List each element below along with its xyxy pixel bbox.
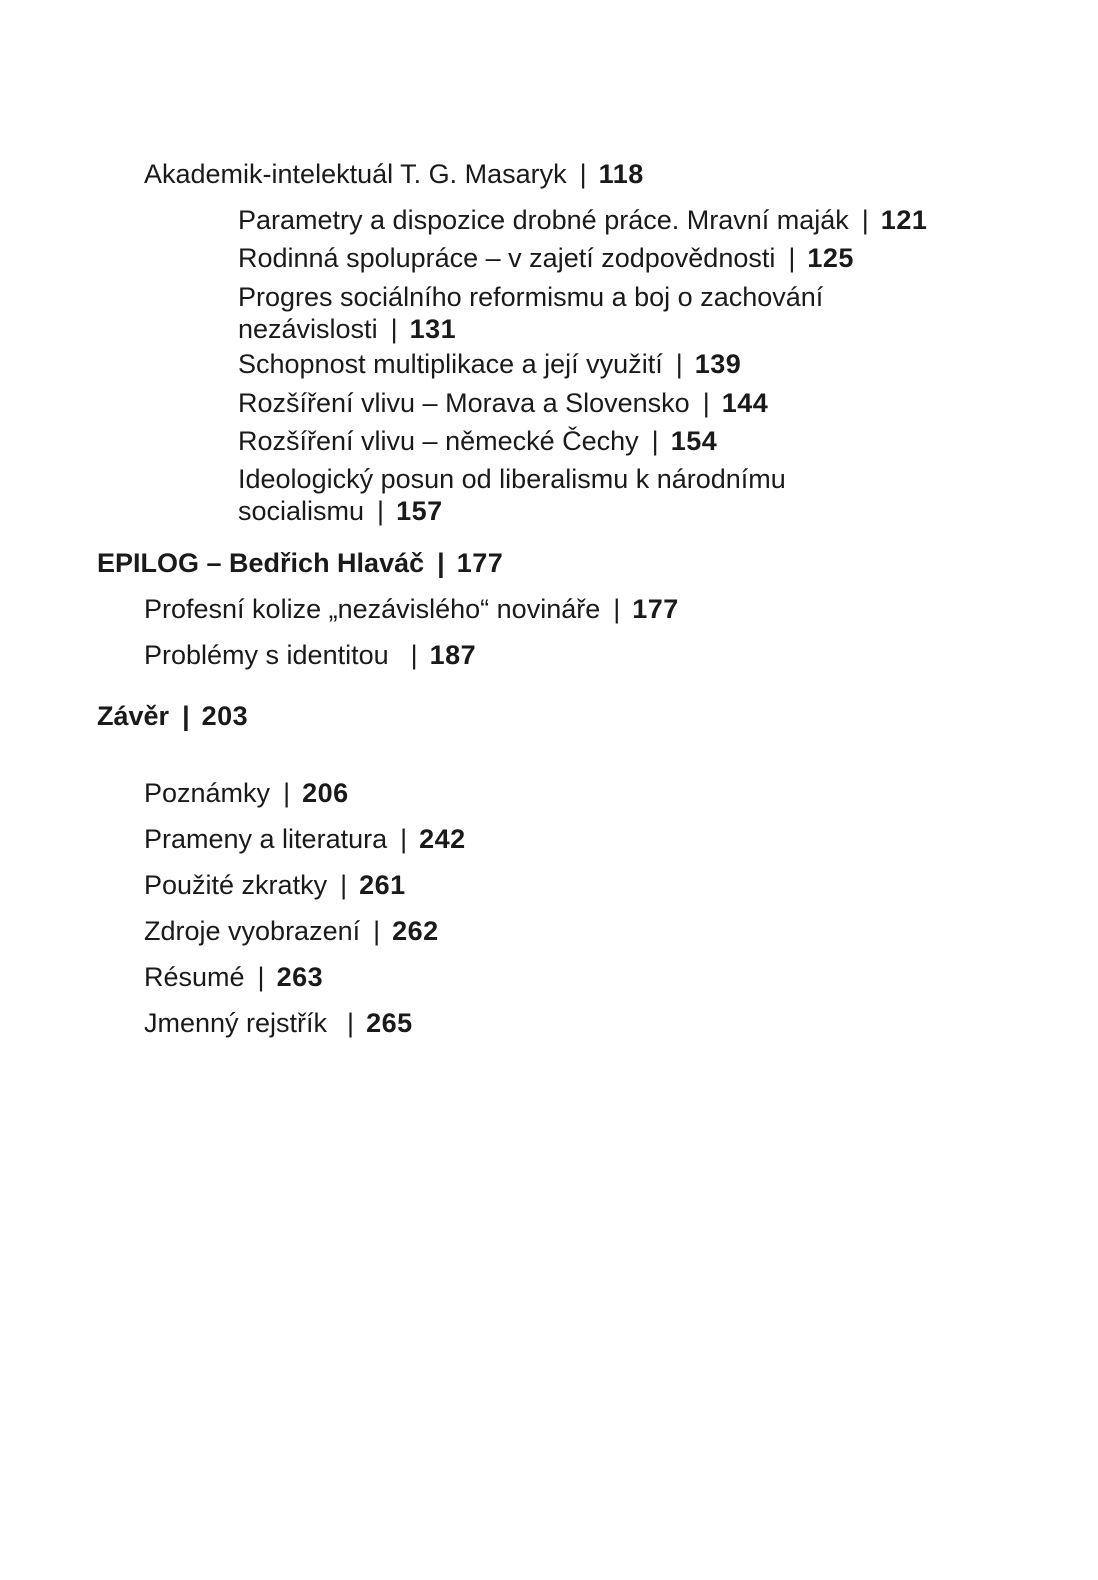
separator: | [390, 314, 398, 344]
separator: | [579, 159, 587, 189]
page-number: 265 [366, 1008, 413, 1038]
toc-entry-kolize[interactable] [144, 593, 679, 625]
separator: | [675, 349, 683, 379]
page-number: 187 [429, 640, 477, 670]
page-number: 206 [302, 778, 349, 808]
page-number: 131 [409, 314, 457, 344]
entry-title: Prameny a literatura [144, 824, 388, 854]
separator: | [373, 916, 381, 946]
entry-title: Parametry a dispozice drobné práce. Mravní maják [238, 205, 849, 235]
separator: | [651, 426, 659, 456]
entry-title: Zdroje vyobrazení [144, 916, 361, 946]
separator: | [437, 548, 445, 578]
page-number: 121 [880, 205, 928, 235]
entry-title: Rodinná spolupráce – v zajetí zodpovědnosti [238, 243, 776, 273]
page-number: 261 [359, 870, 406, 900]
toc-entry-poznamky[interactable] [144, 777, 349, 809]
separator: | [377, 496, 385, 526]
separator: | [400, 824, 408, 854]
toc-entry-zaver[interactable] [97, 700, 248, 732]
toc-entry-posun[interactable] [238, 463, 786, 527]
entry-title: Profesní kolize „nezávislého“ novináře [144, 594, 601, 624]
separator: | [613, 594, 621, 624]
entry-title: Rozšíření vlivu – německé Čechy [238, 426, 639, 456]
entry-title: Jmenný rejstřík [144, 1008, 328, 1038]
entry-title-line2: nezávislosti [238, 314, 378, 344]
separator: | [861, 205, 869, 235]
toc-entry-rejstrik[interactable] [144, 1007, 413, 1039]
toc-entry-progres[interactable] [238, 281, 823, 345]
entry-title: Použité zkratky [144, 870, 328, 900]
separator: | [257, 962, 265, 992]
entry-title-line2: socialismu [238, 496, 365, 526]
entry-title: Problémy s identitou [144, 640, 389, 670]
toc-entry-epilog[interactable] [97, 547, 503, 579]
toc-entry-zkratky[interactable] [144, 869, 406, 901]
entry-title-line1: Progres sociálního reformismu a boj o zachování [238, 282, 824, 312]
entry-title: Résumé [144, 962, 245, 992]
toc-entry-parametry[interactable] [238, 204, 927, 236]
page-number: 262 [392, 916, 439, 946]
toc-entry-resume[interactable] [144, 961, 323, 993]
toc-entry-schopnost[interactable] [238, 348, 741, 380]
page-number: 263 [276, 962, 324, 992]
entry-title: Akademik-intelektuál T. G. Masaryk [144, 159, 567, 189]
entry-title: Schopnost multiplikace a její využití [238, 349, 663, 379]
separator: | [702, 388, 710, 418]
entry-title: EPILOG – Bedřich Hlaváč [97, 548, 425, 578]
separator: | [283, 778, 291, 808]
toc-entry-masaryk[interactable] [144, 158, 644, 190]
toc-entry-identita[interactable] [144, 639, 476, 671]
toc-entry-cechy[interactable] [238, 425, 717, 457]
page-number: 144 [721, 388, 769, 418]
separator: | [788, 243, 796, 273]
entry-title: Poznámky [144, 778, 271, 808]
page-number: 157 [396, 496, 443, 526]
separator: | [347, 1008, 355, 1038]
toc-entry-morava[interactable] [238, 387, 768, 419]
page-number: 139 [694, 349, 742, 379]
separator: | [410, 640, 418, 670]
page-number: 203 [201, 701, 249, 731]
page-number: 125 [807, 243, 854, 273]
separator: | [182, 701, 190, 731]
toc-entry-zdroje[interactable] [144, 915, 439, 947]
page-number: 154 [670, 426, 718, 456]
page-number: 242 [419, 824, 466, 854]
separator: | [340, 870, 348, 900]
page-number: 118 [598, 159, 644, 189]
page-number: 177 [456, 548, 504, 578]
entry-title-line1: Ideologický posun od liberalismu k národnímu [238, 464, 786, 494]
page-number: 177 [632, 594, 679, 624]
toc-entry-prameny[interactable] [144, 823, 466, 855]
entry-title: Rozšíření vlivu – Morava a Slovensko [238, 388, 690, 418]
toc-entry-rodinna[interactable] [238, 242, 854, 274]
entry-title: Závěr [97, 701, 170, 731]
